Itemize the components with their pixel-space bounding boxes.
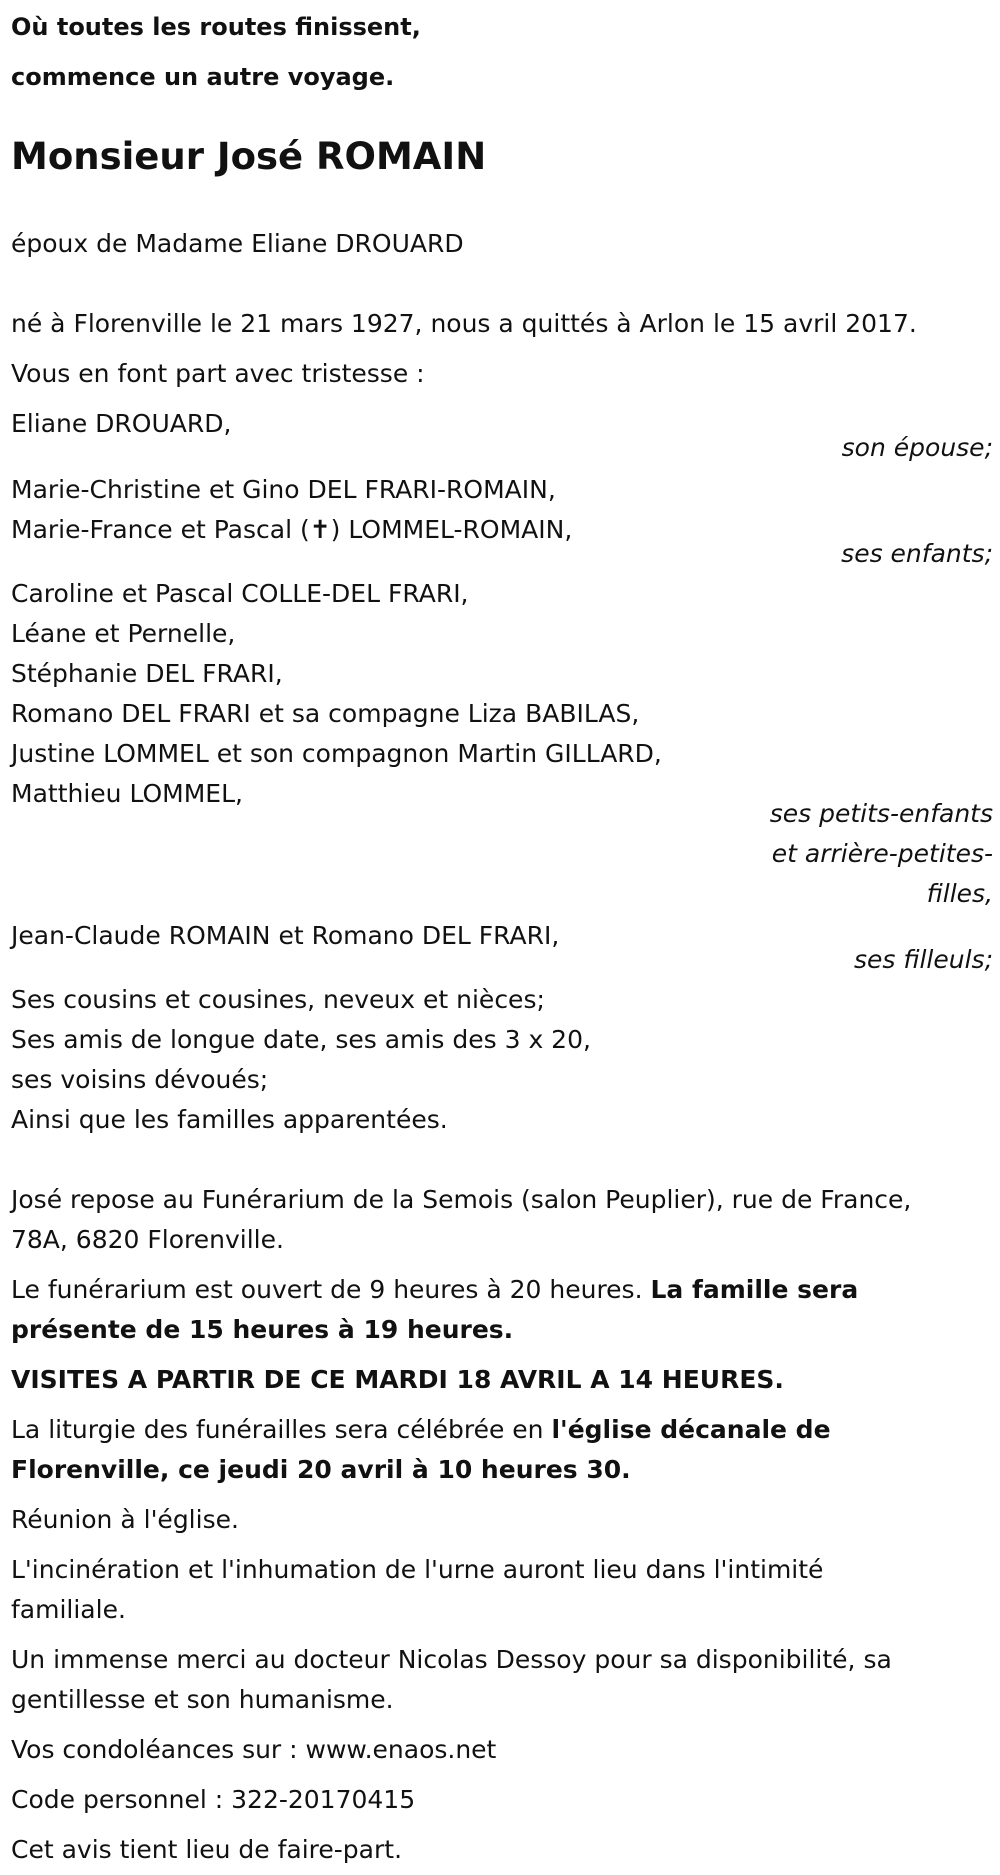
- family-others-3: ses voisins dévoués;: [11, 1065, 269, 1094]
- liturgy-bold-2: Florenville, ce jeudi 20 avril à 10 heures 30.: [11, 1455, 631, 1484]
- intro-line: Vous en font part avec tristesse :: [11, 359, 425, 388]
- family-others-2: Ses amis de longue date, ses amis des 3 x 20,: [11, 1025, 591, 1054]
- family-grandchildren-role-3: filles,: [926, 879, 993, 908]
- family-grandchildren-role-2: et arrière-petites-: [771, 839, 993, 868]
- notice-line: Cet avis tient lieu de faire-part.: [11, 1835, 403, 1864]
- family-godchildren-role: ses filleuls;: [853, 945, 993, 974]
- family-children-role: ses enfants;: [841, 539, 993, 568]
- visits-line: VISITES A PARTIR DE CE MARDI 18 AVRIL A 14 HEURES.: [11, 1365, 784, 1394]
- repose-line-1: José repose au Funérarium de la Semois (salon Peuplier), rue de France,: [11, 1185, 912, 1214]
- funerarium-hours-line-1: [11, 1270, 993, 1310]
- family-godchildren-names: Jean-Claude ROMAIN et Romano DEL FRARI,: [11, 921, 560, 950]
- family-presence-bold-1: La famille sera: [650, 1275, 859, 1304]
- thanks-line-1: Un immense merci au docteur Nicolas Dessoy pour sa disponibilité, sa: [11, 1645, 892, 1674]
- repose-line-2: 78A, 6820 Florenville.: [11, 1225, 284, 1254]
- family-others-1: Ses cousins et cousines, neveux et nièces;: [11, 985, 545, 1014]
- quote-line-2: commence un autre voyage.: [11, 63, 395, 91]
- quote-line-1: Où toutes les routes finissent,: [11, 13, 421, 41]
- liturgy-bold-1: l'église décanale de: [551, 1415, 831, 1444]
- family-child-1: Marie-Christine et Gino DEL FRARI-ROMAIN,: [11, 475, 556, 504]
- family-grandchild-2: Léane et Pernelle,: [11, 619, 236, 648]
- family-grandchildren-role-1: ses petits-enfants: [769, 799, 993, 828]
- condolences-line: Vos condoléances sur : www.enaos.net: [11, 1735, 497, 1764]
- family-grandchild-5: Justine LOMMEL et son compagnon Martin GILLARD,: [11, 739, 662, 768]
- family-grandchild-6: Matthieu LOMMEL,: [11, 779, 243, 808]
- thanks-line-2: gentillesse et son humanisme.: [11, 1685, 394, 1714]
- deceased-name: Monsieur José ROMAIN: [11, 135, 487, 178]
- liturgy-plain: La liturgie des funérailles sera célébrée en: [11, 1415, 552, 1444]
- family-presence-bold-2: présente de 15 heures à 19 heures.: [11, 1315, 514, 1344]
- cremation-line-2: familiale.: [11, 1595, 126, 1624]
- spouse-line: époux de Madame Eliane DROUARD: [11, 229, 464, 258]
- family-grandchild-3: Stéphanie DEL FRARI,: [11, 659, 283, 688]
- liturgy-line-1: [11, 1410, 993, 1450]
- cremation-line-1: L'incinération et l'inhumation de l'urne auront lieu dans l'intimité: [11, 1555, 824, 1584]
- family-others-4: Ainsi que les familles apparentées.: [11, 1105, 448, 1134]
- meeting-line: Réunion à l'église.: [11, 1505, 239, 1534]
- family-spouse-role: son épouse;: [841, 433, 993, 462]
- funerarium-hours-plain: Le funérarium est ouvert de 9 heures à 20 heures.: [11, 1275, 651, 1304]
- family-child-2: Marie-France et Pascal (✝) LOMMEL-ROMAIN,: [11, 515, 573, 544]
- personal-code-line: Code personnel : 322-20170415: [11, 1785, 416, 1814]
- birth-death-line: né à Florenville le 21 mars 1927, nous a quittés à Arlon le 15 avril 2017.: [11, 309, 917, 338]
- family-grandchild-1: Caroline et Pascal COLLE-DEL FRARI,: [11, 579, 469, 608]
- family-grandchild-4: Romano DEL FRARI et sa compagne Liza BABILAS,: [11, 699, 640, 728]
- family-spouse-name: Eliane DROUARD,: [11, 409, 232, 438]
